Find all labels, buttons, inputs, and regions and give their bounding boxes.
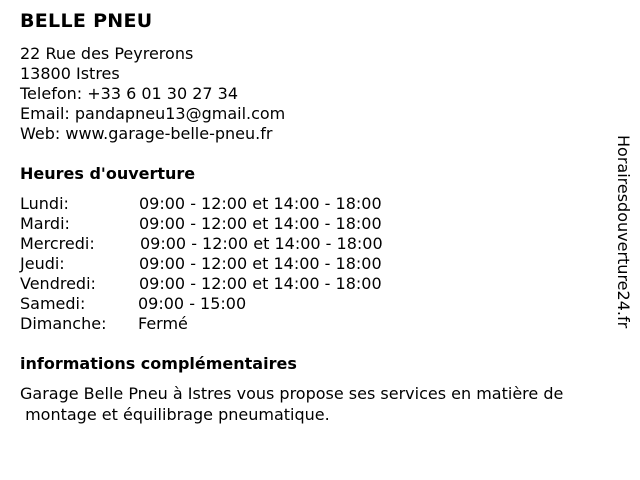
day-label: Vendredi:	[20, 274, 96, 293]
web-line: Web: www.garage-belle-pneu.fr	[20, 124, 273, 143]
hours-heading: Heures d'ouverture	[20, 164, 196, 183]
time-value: 09:00 - 12:00 et 14:00 - 18:00	[139, 214, 382, 233]
hours-row-friday	[20, 274, 440, 294]
info-description	[20, 383, 620, 425]
watermark-text: Horairesdouverture24.fr	[614, 135, 633, 329]
time-value: 09:00 - 12:00 et 14:00 - 18:00	[139, 274, 382, 293]
phone-line: Telefon: +33 6 01 30 27 34	[20, 84, 239, 103]
hours-row-saturday	[20, 294, 440, 314]
hours-row-monday	[20, 194, 440, 214]
time-value: 09:00 - 12:00 et 14:00 - 18:00	[139, 254, 382, 273]
time-value: 09:00 - 12:00 et 14:00 - 18:00	[140, 234, 383, 253]
day-label: Mardi:	[20, 214, 70, 233]
day-label: Samedi:	[20, 294, 86, 313]
address-line-1: 22 Rue des Peyrerons	[20, 44, 194, 63]
hours-row-wednesday	[20, 234, 440, 254]
email-line: Email: pandapneu13@gmail.com	[20, 104, 286, 123]
time-value: 09:00 - 15:00	[138, 294, 247, 313]
info-line-1: Garage Belle Pneu à Istres vous propose ses services en matière de	[20, 384, 564, 403]
day-label: Lundi:	[20, 194, 69, 213]
address-line-2: 13800 Istres	[20, 64, 120, 83]
day-label: Mercredi:	[20, 234, 95, 253]
hours-row-tuesday	[20, 214, 440, 234]
hours-row-thursday	[20, 254, 440, 274]
day-label: Dimanche:	[20, 314, 107, 333]
info-heading: informations complémentaires	[20, 354, 297, 373]
time-value: Fermé	[138, 314, 188, 333]
time-value: 09:00 - 12:00 et 14:00 - 18:00	[139, 194, 382, 213]
info-line-2: montage et équilibrage pneumatique.	[20, 405, 330, 424]
hours-row-sunday	[20, 314, 440, 334]
day-label: Jeudi:	[20, 254, 65, 273]
business-name: BELLE PNEU	[20, 10, 153, 32]
